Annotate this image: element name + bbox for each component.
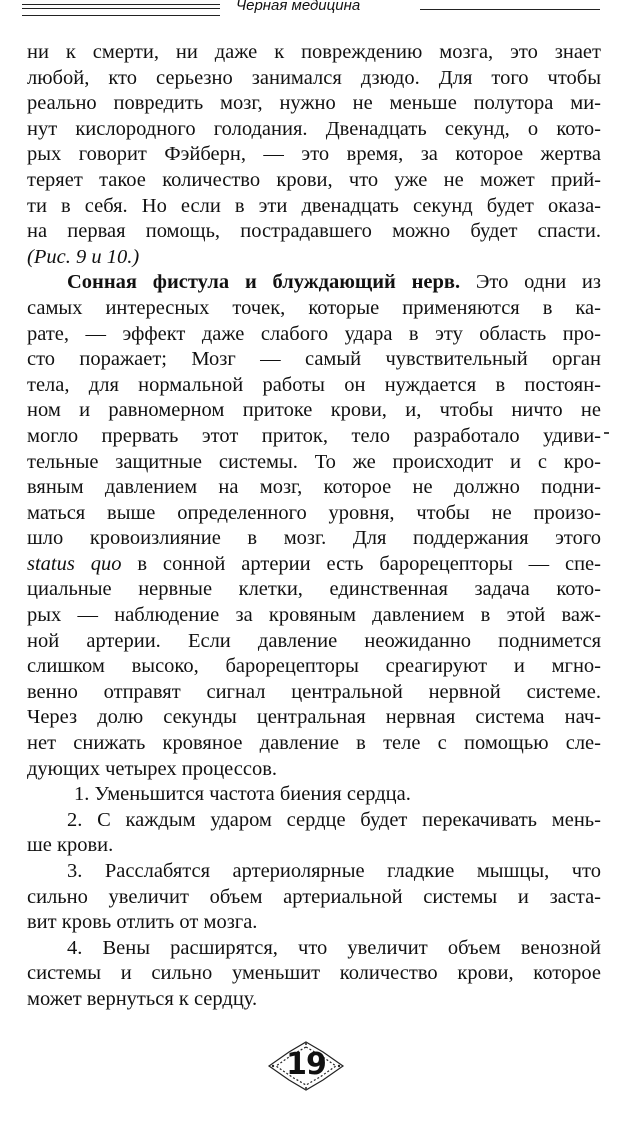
text-line: 4. Вены расширятся, что увеличит объем венозной <box>67 936 601 959</box>
list-item <box>27 936 601 1013</box>
text-line <box>27 552 601 578</box>
text-line: реально повредить мозг, нужно не меньше полутора ми- <box>27 92 601 115</box>
body-text <box>27 40 601 1013</box>
page-number-badge <box>263 1040 349 1092</box>
text-line: 2. С каждым ударом сердце будет перекачивать мень- <box>67 808 601 831</box>
text-line: может вернуться к сердцу. <box>27 987 258 1010</box>
text-line: рате, — эффект даже слабого удара в эту область про- <box>27 322 601 345</box>
text-line: рых говорит Фэйберн, — это время, за которое жертва <box>27 143 601 166</box>
page-number: 19 <box>286 1047 326 1082</box>
text-run: в сонной артерии есть барорецепторы — спе- <box>137 552 601 575</box>
text-line: нут кислородного голодания. Двенадцать секунд, о кото- <box>27 117 601 140</box>
figure-reference <box>27 245 601 271</box>
text-line: ном и равномерном притоке крови, и, чтобы ничто не <box>27 399 601 422</box>
text-line: любой, кто серьезно занимался дзюдо. Для того чтобы <box>27 66 601 89</box>
header-rule-right <box>420 9 600 10</box>
text-line: теряет такое количество крови, что уже не может прий- <box>27 168 601 191</box>
paragraph <box>27 40 601 245</box>
list-item <box>27 859 601 936</box>
text-line: ти в себя. Но если в эти двенадцать секунд будет оказа- <box>27 194 601 217</box>
text-line: вяным давлением на мозг, которое не должно подни- <box>27 476 601 499</box>
text-line: рых — наблюдение за кровяным давлением в этой важ- <box>27 604 601 627</box>
margin-speck <box>604 432 609 434</box>
header-rule-left <box>22 4 220 16</box>
text-line: ни к смерти, ни даже к повреждению мозга, это знает <box>27 41 601 63</box>
list-item <box>27 782 601 808</box>
text-line: тельные защитные системы. То же происходит и с кро- <box>27 450 601 473</box>
text-line: самых интересных точек, которые применяются в ка- <box>27 296 601 319</box>
text-line: сильно увеличит объем артериальной системы и заста- <box>27 885 601 908</box>
text-line: системы и сильно уменьшит количество крови, которое <box>27 962 601 985</box>
text-line: могло прервать этот приток, тело разработало удиви- <box>27 424 601 447</box>
text-line: 3. Расслабятся артериолярные гладкие мышцы, что <box>67 860 601 882</box>
text-line <box>27 270 601 296</box>
text-line: 1. Уменьшится частота биения сердца. <box>74 783 411 806</box>
figure-reference-text: (Рис. 9 и 10.) <box>27 245 140 268</box>
running-header-title: Черная медицина <box>236 0 361 14</box>
text-line: сто поражает; Мозг — самый чувствительный орган <box>27 348 601 371</box>
latin-phrase: status quo <box>27 552 122 575</box>
list-item <box>27 808 601 859</box>
text-line: маться выше определенного уровня, чтобы не произо- <box>27 501 601 524</box>
text-line: ной артерии. Если давление неожиданно поднимется <box>27 629 601 652</box>
text-line: шло кровоизлияние в мозг. Для поддержания этого <box>27 527 601 550</box>
section-run-in-heading: Сонная фистула и блуждающий нерв. <box>67 271 461 294</box>
text-line: слишком высоко, барорецепторы среагируют и мгно- <box>27 655 601 678</box>
text-line: дующих четырех процессов. <box>27 757 278 780</box>
text-line: вит кровь отлить от мозга. <box>27 911 258 934</box>
text-run: Это одни из <box>475 271 601 294</box>
text-line: циальные нервные клетки, единственная задача кото- <box>27 578 601 601</box>
text-line: Через долю секунды центральная нервная система нач- <box>27 706 601 729</box>
paragraph <box>27 270 601 782</box>
text-line: на первая помощь, пострадавшего можно будет спасти. <box>27 220 601 243</box>
text-line: венно отправят сигнал центральной нервной системе. <box>27 680 601 703</box>
running-header <box>22 0 600 20</box>
text-line: ше крови. <box>27 834 114 857</box>
text-line: тела, для нормальной работы он нуждается в постоян- <box>27 373 601 396</box>
text-line: нет снижать кровяное давление в теле с помощью сле- <box>27 732 601 755</box>
